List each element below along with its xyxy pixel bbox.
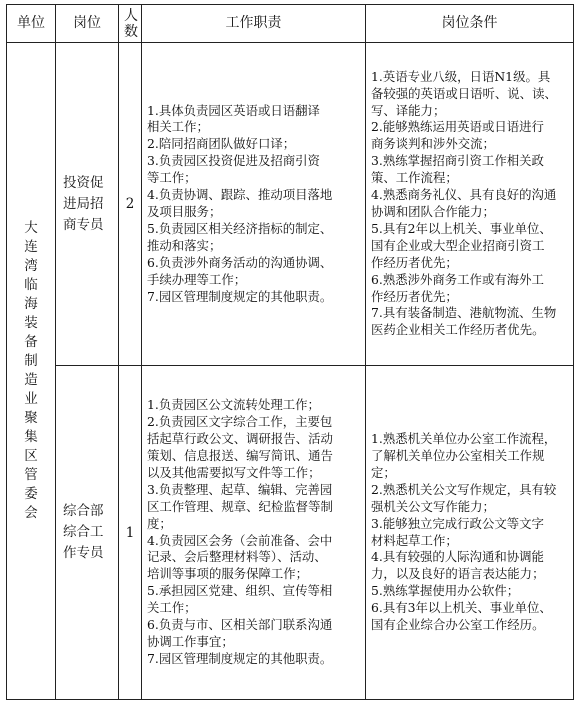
- requirement-line: 作经历者优先；: [371, 288, 458, 304]
- duty-line: 手续办理等工作；: [147, 271, 247, 287]
- requirement-line: 2.熟悉机关公文写作规定，具有较: [371, 481, 557, 497]
- duty-line: 1.负责园区公文流转处理工作；: [147, 397, 320, 413]
- requirement-line: 3.熟练掌握招商引资工作相关政: [371, 153, 544, 169]
- count-cell: 2: [119, 43, 142, 366]
- requirement-line: 4.具有较强的人际沟通和协调能: [371, 549, 544, 565]
- requirement-line: 国有企业综合办公室工作经历。: [371, 617, 545, 633]
- duty-line: 7.园区管理制度规定的其他职责。: [147, 288, 333, 304]
- count-cell: 1: [119, 366, 142, 700]
- duty-line: 6.负责与市、区相关部门联系沟通: [147, 617, 333, 633]
- requirement-line: 写、译能力；: [371, 102, 446, 118]
- duty-line: 6.负责涉外商务活动的沟通协调、: [147, 254, 333, 270]
- header-count-label: 人数: [124, 7, 138, 40]
- duty-line: 2.负责园区文字综合工作，主要包: [147, 414, 333, 430]
- header-post: 岗位: [56, 5, 119, 43]
- post-line: 作专员: [63, 545, 104, 561]
- header-row: [7, 5, 574, 43]
- duty-line: 相关工作；: [147, 119, 209, 135]
- header-requirements: 岗位条件: [366, 5, 574, 43]
- duty-line: 3.负责整理、起草、编辑、完善园: [147, 481, 333, 497]
- requirement-line: 力，以及良好的语言表达能力；: [371, 566, 545, 582]
- requirement-line: 了解机关单位办公室相关工作规: [371, 447, 545, 463]
- requirement-line: 协调和团队合作能力；: [371, 204, 495, 219]
- duty-line: 等工作；: [147, 170, 197, 186]
- requirement-line: 1.熟悉机关单位办公室工作流程，: [371, 431, 557, 447]
- duty-line: 4.负责园区会务（会前准备、会中: [147, 532, 333, 548]
- requirement-line: 医药企业相关工作经历者优先。: [371, 322, 545, 338]
- requirement-line: 4.熟悉商务礼仪、具有良好的沟通: [371, 187, 557, 203]
- post-line: 商专员: [63, 216, 104, 233]
- requirement-line: 5.具有2年以上机关、事业单位、: [371, 220, 552, 236]
- requirements-cell: [366, 43, 574, 366]
- post-cell: [56, 43, 119, 366]
- post-cell: [56, 366, 119, 700]
- duty-line: 推动和落实；: [147, 237, 222, 253]
- requirement-line: 策、工作流程；: [371, 170, 458, 186]
- table-row: [7, 43, 574, 366]
- duty-line: 协调工作事宜；: [147, 633, 234, 649]
- requirement-line: 6.具有3年以上机关、事业单位、: [371, 600, 552, 616]
- duty-line: 关工作；: [147, 600, 197, 616]
- post-line: 投资促: [63, 174, 104, 191]
- duty-line: 3.负责园区投资促进及招商引资: [147, 153, 320, 169]
- duty-line: 策划、信息报送、编写简讯、通告: [147, 447, 333, 463]
- unit-cell: [7, 43, 56, 700]
- header-unit: 单位: [7, 5, 56, 43]
- requirement-line: 7.具有装备制造、港航物流、生物: [371, 305, 557, 321]
- duty-line: 1.具体负责园区英语或日语翻译: [147, 102, 320, 118]
- requirement-line: 备较强的英语或日语听、说、读、: [371, 85, 557, 101]
- post-line: 综合部: [63, 503, 104, 519]
- requirement-line: 材料起草工作；: [371, 532, 458, 548]
- duty-line: 度；: [147, 515, 172, 531]
- job-table-container: [6, 4, 573, 700]
- duty-line: 区工作管理、规章、纪检监督等制: [147, 498, 333, 514]
- duty-line: 4.负责协调、跟踪、推动项目落地: [147, 187, 333, 203]
- duty-line: 7.园区管理制度规定的其他职责。: [147, 650, 333, 666]
- requirement-line: 商务谈判和涉外交流；: [371, 136, 495, 152]
- requirement-line: 强机关公文写作能力；: [371, 498, 495, 514]
- duty-line: 及项目服务；: [147, 204, 222, 219]
- duty-line: 培训等事项的服务保障工作；: [147, 566, 309, 582]
- duties-cell: [142, 366, 366, 700]
- requirement-line: 5.熟练掌握使用办公软件；: [371, 583, 520, 599]
- requirements-cell: [366, 366, 574, 700]
- header-duties: 工作职责: [142, 5, 366, 43]
- duty-line: 括起草行政公文、调研报告、活动: [147, 431, 333, 447]
- header-count: [119, 5, 142, 43]
- table-row: [7, 366, 574, 700]
- unit-name: 大连湾临海装备制造业聚集区管委会: [24, 220, 38, 521]
- requirement-line: 定；: [371, 464, 396, 480]
- job-table: [6, 4, 574, 700]
- duty-line: 5.负责园区相关经济指标的制定、: [147, 220, 333, 236]
- requirement-line: 作经历者优先；: [371, 254, 458, 270]
- duty-line: 5.承担园区党建、组织、宣传等相: [147, 583, 333, 599]
- duties-cell: [142, 43, 366, 366]
- requirement-line: 1.英语专业八级，日语N1级。具: [371, 68, 551, 84]
- requirement-line: 3.能够独立完成行政公文等文字: [371, 515, 544, 531]
- duty-line: 以及其他需要拟写文件等工作；: [147, 464, 321, 480]
- post-line: 进局招: [63, 195, 104, 212]
- requirement-line: 2.能够熟练运用英语或日语进行: [371, 119, 544, 135]
- requirement-line: 国有企业或大型企业招商引资工: [371, 237, 545, 253]
- duty-line: 2.陪同招商团队做好口译；: [147, 136, 296, 152]
- duty-line: 记录、会后整理材料等）、活动、: [147, 549, 327, 565]
- post-line: 综合工: [63, 524, 104, 540]
- requirement-line: 6.熟悉涉外商务工作或有海外工: [371, 271, 544, 287]
